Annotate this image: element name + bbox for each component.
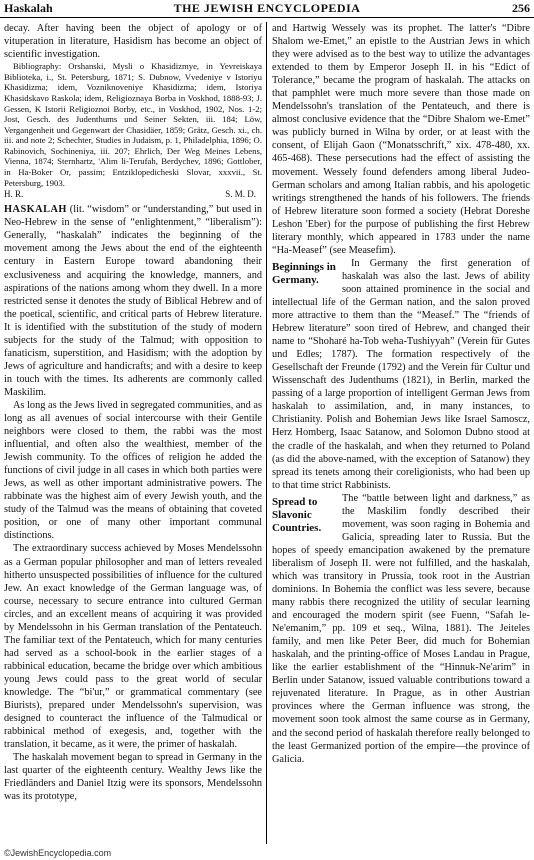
paragraph: The haskalah movement began to spread in Germany in the last quarter of the eighteenth century. Wealthy Jews like the Friedländers and Daniel Itzig were its sponsors, Mendelssohn was its prototype, [4,752,262,803]
side-heading: Beginnings in Germany. [272,260,336,286]
paragraph: decay. After having been the object of apology or of vituperation in literature, Hasidism has become an object of scientific investigation. [4,23,262,61]
header-title: THE JEWISH ENCYCLOPEDIA [173,1,361,15]
signature-left: H. R. [4,189,24,200]
bibliography: Bibliography: Orshanski, Mysli o Khasidizmye, in Yevreiskaya Biblioteka, i., St. Petersburg, 1871; S. Dubnow, Vvedeniye v Istoriyu Khasidizma; idem, Vozniknoveniye Khasidizma; idem, Istoriya Khasidskavo Raskola; idem, Religioznaya Borba in Voskhod, 1888-93; J. Gessen, K Istorii Religioznoi Borby, etc., in Voskhod, 1902, Nos. 1-2; Jost, Gesch. des Judenthums und Seiner Sekten, iii. 184; Löw, Vergangenheit und Gegenwart der Chasidäer, 1859; Grätz, Gesch. xi., ch. iii. and note 2; Schechter, Studies in Judaism, p. 1, Philadelphia, 1896; O. Rabinovich, Sochineniya, iii. 207; Ehrlich, Der Weg Meines Lebens, Vienna, 1874; Sternhartz, 'Alim li-Terufah, Berdychev, 1896; Gottlober, in Ha-Boker Or, passim; Entziklopedicheski Slovar, xxxvii., St. Petersburg, 1903. [4,61,262,188]
signature [4,189,262,200]
column-divider [266,22,267,844]
right-column [272,22,530,842]
paragraph: The “battle between light and darkness,” as the Maskilim fondly described their movement, was soon raging in Bohemia and Galicia, spreading later to Russia. But the hopes of speedy emancipation awakened by the premature liberalism of Joseph II. were not fulfilled, and the haskalah, which was transitory in Prussia, took root in the Austrian dominions. In Bohemia the conflict was less severe, because many rabbis there recognized the utility of secular learning and encouraged the modern spirit (see Fuenn, “Safah le-Ne'emanim,” pp. 109 et seq., Wilna, 1881). The Jeiteles family, and men like Peter Beer, did much for Bohemian haskalah, and the printing-office of Moses Landau in Prague, like the earlier establishment of the “Hinnuk-Ne'arim” in Berlin under Satanow, issued valuable contributions toward a rejuvenated literature. In Prague, as in other Austrian provinces where the German influence was strong, the movement soon took almost the same course as in Germany, and the second period of haskalah therefore really belonged to the least Germanized portion of the empire—the province of Galicia. [272,492,530,765]
paragraph: The extraordinary success achieved by Moses Mendelssohn as a German popular philosopher and man of letters revealed hitherto unsuspected possibilities of influence for the cultured Jew. An exact knowledge of the German language was, of course, necessary to secure entrance into cultured German circles, and an excellent means of acquiring it was provided by Mendelssohn in his German translation of the Pentateuch. The familiar text of the Pentateuch, which for many centuries had served as a school-book in the earlier stages of a rabbinical education, became the bridge over which ambitious young Jews could pass to the great world of secular knowledge. The “bi'ur,” or grammatical commentary (see Biurists), prepared under Mendelssohn's supervision, was designed to counteract the influence of the Talmudical or rabbinical method of exegesis, and, together with the translation, it became, as it were, the primer of haskalah. [4,543,262,751]
left-column [4,22,262,842]
signature-right: S. M. D. [225,189,256,200]
paragraph: and Hartwig Wessely was its prophet. The latter's “Dibre Shalom we-Emet,” an epistle to the Austrian Jews in which they were advised as to the best way to utilize the advantages extended to them by Emperor Joseph II. in his “Edict of Tolerance,” became the program of haskalah. The attacks on that pamphlet were much more severe than those made on Mendelssohn's translation of the Pentateuch, and there is almost conclusive evidence that the “Dibre Shalom we-Emet” was publicly burned in Wilna by order, or at least with the consent, of Elijah Gaon (“Monatsschrift,” xix. 478-480, xx. 465-468). These persecutions had the effect of assisting the movement. Wessely found defenders among liberal Judeo-German scholars and among Italian rabbis, and his apologetic writings strengthened the hands of his followers. The friends of Hebrew literature soon formed a society (Hebrat Doreshe Leshon 'Eber) for the purpose of publishing the first Hebrew literary monthly, which appeared in 1783 under the name “Ha-Measef” (see Measefim). [272,23,530,256]
paragraph: In Germany the first generation of haskalah was also the last. Jews of ability soon attained prominence in the social and intellectual life of the German nation, and the salon proved more attractive to them than the “Measef.” The “friends of Hebrew literature” soon tired of Hebrew, and changed their name to “Shoharé ha-Tob weha-Tushiyyah” (Verein für Gutes und Edles; 1787). The formation respectively of the Gesellschaft der Freunde (1792) and the Verein für Cultur und Wissenschaft des Judenthums (1821), in Berlin, marked the passing of a large proportion of intelligent German Jews from haskalah to assimilation, and, in many instances, to Christianity. Polish and Bohemian Jews like Israel Samoscz, Herz Homberg, Isaac Satanow, and Solomon Dubno stood at the cradle of the haskalah, and when they returned to Poland (as did the above-named, with the exception of Satanow) they spread its tenets among their coreligionists, who had been up to that time strict Rabbinists. [272,257,530,491]
page-number: 256 [512,1,530,15]
entry-paragraph [4,203,262,399]
copyright-footer: ©JewishEncyclopedia.com [4,848,112,858]
entry-text: (lit. “wisdom” or “understanding,” but used in Neo-Hebrew in the sense of “enlightenment,” “liberalism”): Generally, “haskalah” indicates the beginning of the movement among the Jews about the end of the eighteenth century in Eastern Europe toward abandoning their exclusiveness and acquiring the knowledge, manners, and aspirations of the nations among whom they dwell. In a more restricted sense it denotes the study of Biblical Hebrew and of the poetical, scientific, and critical parts of Hebrew literature. It is identified with the substitution of the study of modern subjects for the study of the Talmud; with opposition to fanaticism, superstition, and Hasidism; with the adoption by Jews of agriculture and handicrafts; and with a desire to keep in touch with the times. Its adherents are commonly called Maskilim. [4,204,262,398]
header-left: Haskalah [4,1,53,15]
running-header [0,0,534,18]
side-heading: Spread to Slavonic Countries. [272,495,322,534]
entry-title: HASKALAH [4,204,67,216]
paragraph: As long as the Jews lived in segregated communities, and as long as all avenues of social intercourse with their Gentile neighbors were closed to them, the rabbi was the most influential, and often also the wealthiest, member of the Jewish community. To the offices of religion he added the functions of civil judge in all cases in which both parties were Jews, as well as other important administrative powers. The rabbinate was the highest aim of every Jewish youth, and the study of the Talmud was the means of obtaining that coveted position, or one of many other important communal distinctions. [4,399,262,542]
